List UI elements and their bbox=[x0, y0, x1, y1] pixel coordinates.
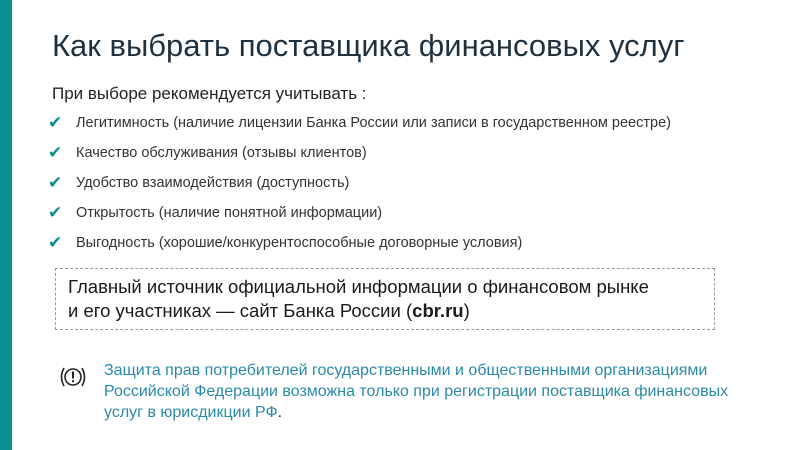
source-text-end: ) bbox=[463, 300, 470, 321]
accent-bar bbox=[0, 0, 12, 450]
list-item bbox=[48, 232, 748, 254]
list-item-label: Легитимность (наличие лицензии Банка России или записи в государственном реестре) bbox=[76, 115, 671, 131]
source-callout-text bbox=[68, 275, 708, 323]
intro-text: При выборе рекомендуется учитывать : bbox=[52, 84, 367, 103]
list-item-label: Открытость (наличие понятной информации) bbox=[76, 205, 383, 221]
source-text-line1: Главный источник официальной информации о финансовом рынке bbox=[68, 276, 649, 297]
slide-title: Как выбрать поставщика финансовых услуг bbox=[52, 28, 685, 63]
warning-icon bbox=[58, 365, 88, 389]
checkmark-icon: ✔ bbox=[48, 113, 63, 132]
checkmark-icon: ✔ bbox=[48, 173, 63, 192]
list-item bbox=[48, 142, 748, 164]
list-item bbox=[48, 202, 748, 224]
checkmark-icon: ✔ bbox=[48, 203, 63, 222]
list-item bbox=[48, 112, 748, 134]
list-item-label: Выгодность (хорошие/конкурентоспособные договорные условия) bbox=[76, 235, 523, 251]
list-item-label: Качество обслуживания (отзывы клиентов) bbox=[76, 145, 367, 161]
list-item-label: Удобство взаимодействия (доступность) bbox=[76, 175, 350, 191]
checkmark-icon: ✔ bbox=[48, 143, 63, 162]
source-text-line2: и его участниках — сайт Банка России ( bbox=[68, 300, 413, 321]
list-item bbox=[48, 172, 748, 194]
note-period: . bbox=[277, 404, 283, 421]
cbr-link[interactable]: cbr.ru bbox=[412, 300, 464, 321]
checkmark-icon: ✔ bbox=[48, 233, 63, 252]
criteria-list bbox=[48, 112, 748, 262]
note-text bbox=[104, 360, 744, 423]
note-body: Защита прав потребителей государственными и общественными организациями Российской Федерации возможна только при регистрации поставщика финансовых услуг в юрисдикции РФ bbox=[104, 362, 729, 421]
